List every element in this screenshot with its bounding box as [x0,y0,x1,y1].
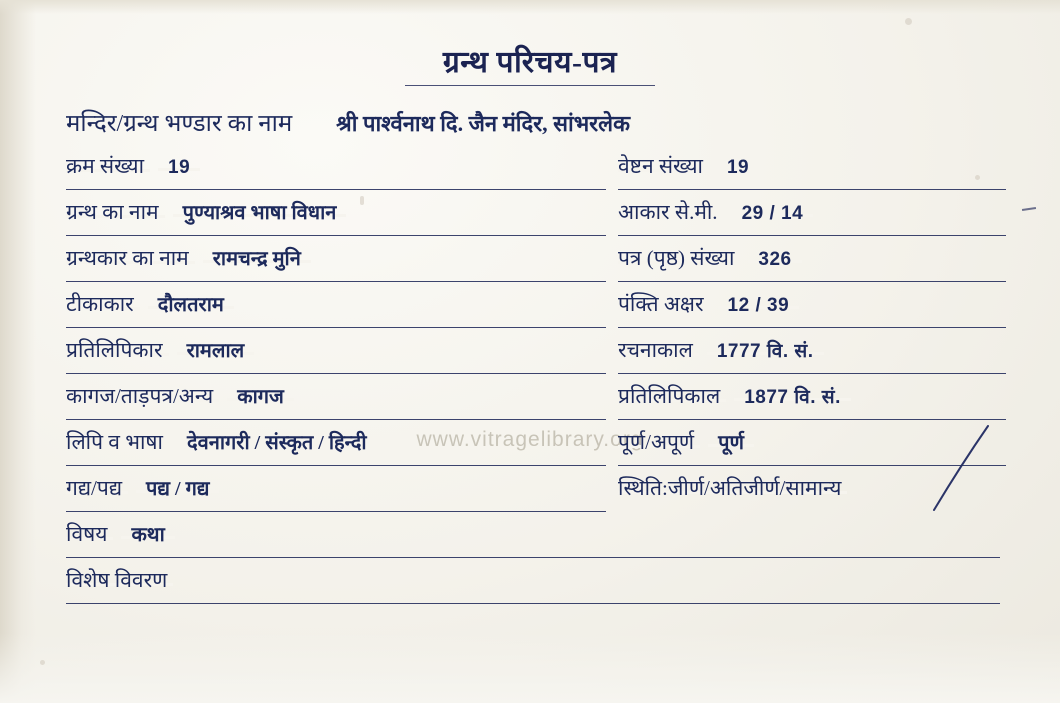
field-condition [612,474,1006,520]
form-row [66,198,1006,244]
field-label: पंक्ति अक्षर [618,290,710,318]
field-label: कागज/ताड़पत्र/अन्य [66,382,219,410]
field-rule [66,373,606,374]
field-value: कथा [121,520,174,547]
field-label: गद्य/पद्य [66,474,128,502]
watermark: www.vitragelibrary.org [416,428,644,451]
form-row [66,152,1006,198]
field-rule [66,557,1000,558]
field-size-cm [612,198,1006,244]
field-value: पुण्याश्रव भाषा विधान [173,198,347,225]
repository-label: मन्दिर/ग्रन्थ भण्डार का नाम [66,111,293,137]
paper-speck [905,18,912,25]
field-commentator [66,290,612,336]
field-label: विशेष विवरण [66,566,173,594]
paper-speck [40,660,45,665]
field-material [66,382,612,428]
field-author-name [66,244,612,290]
field-copy-date [612,382,1006,428]
field-completeness [612,428,1006,474]
field-manuscript-name [66,198,612,244]
field-label: विषय [66,520,113,548]
field-rule [66,235,606,236]
field-rule [66,419,606,420]
field-rule [618,373,1006,374]
field-label: आकार से.मी. [618,198,724,226]
field-wrapper-number [612,152,1006,198]
field-rule [618,281,1006,282]
form-row [66,520,1006,566]
field-scribe [66,336,612,382]
page-title [0,40,1060,86]
field-rule [66,327,606,328]
field-label: क्रम संख्या [66,152,150,180]
field-lines-letters [612,290,1006,336]
field-value: 326 [748,249,801,271]
field-value: कागज [227,382,294,409]
field-value: 19 [158,157,200,179]
field-rule [618,465,1006,466]
field-value: 12 / 39 [718,295,800,317]
page-title-text: ग्रन्थ परिचय-पत्र [442,46,618,79]
field-rule [618,327,1006,328]
field-rule [618,235,1006,236]
field-serial-number [66,152,612,198]
manuscript-form [66,152,1006,612]
field-value: 29 / 14 [732,203,814,225]
field-label: लिपि व भाषा [66,428,169,456]
field-special-remarks [66,566,1006,612]
page-left-edge-shadow [0,0,36,703]
field-value: 19 [717,157,759,179]
field-rule [66,511,606,512]
field-label: स्थिति:जीर्ण/अतिजीर्ण/सामान्य [618,474,847,502]
field-label: टीकाकार [66,290,140,318]
form-row [66,566,1006,612]
page-bottom-edge-shadow [0,633,1060,703]
field-rule [618,189,1006,190]
field-label: प्रतिलिपिकार [66,336,169,364]
field-value: देवनागरी / संस्कृत / हिन्दी [177,428,377,455]
stray-pen-mark [1022,207,1036,211]
field-subject [66,520,1006,566]
field-label: प्रतिलिपिकाल [618,382,726,410]
field-value: पद्य / गद्य [136,474,219,501]
field-rule [618,419,1006,420]
field-label: ग्रन्थ का नाम [66,198,165,226]
field-value: 1777 वि. सं. [707,337,824,363]
form-row [66,244,1006,290]
page-top-edge-shadow [0,0,1060,14]
field-label: ग्रन्थकार का नाम [66,244,195,272]
field-value: रामचन्द्र मुनि [203,244,311,271]
field-value: 1877 वि. सं. [734,383,851,409]
field-rule [66,281,606,282]
field-label: वेष्टन संख्या [618,152,709,180]
field-label: पत्र (पृष्ठ) संख्या [618,244,740,272]
field-label: रचनाकाल [618,336,699,364]
form-row [66,290,1006,336]
field-prose-verse [66,474,612,520]
form-row [66,474,1006,520]
repository-row [66,106,996,139]
field-rule [66,189,606,190]
field-page-count [612,244,1006,290]
form-row [66,336,1006,382]
form-row [66,428,1006,474]
form-row [66,382,1006,428]
title-underline [405,85,655,86]
field-composition-date [612,336,1006,382]
field-value: पूर्ण [708,428,754,455]
field-rule [66,603,1000,604]
field-script-language [66,428,612,474]
field-value: दौलतराम [148,290,234,317]
field-value: रामलाल [177,336,255,363]
repository-value: श्री पार्श्वनाथ दि. जैन मंदिर, सांभरलेक [336,111,630,136]
field-label: पूर्ण/अपूर्ण [618,428,700,456]
field-rule [66,465,606,466]
